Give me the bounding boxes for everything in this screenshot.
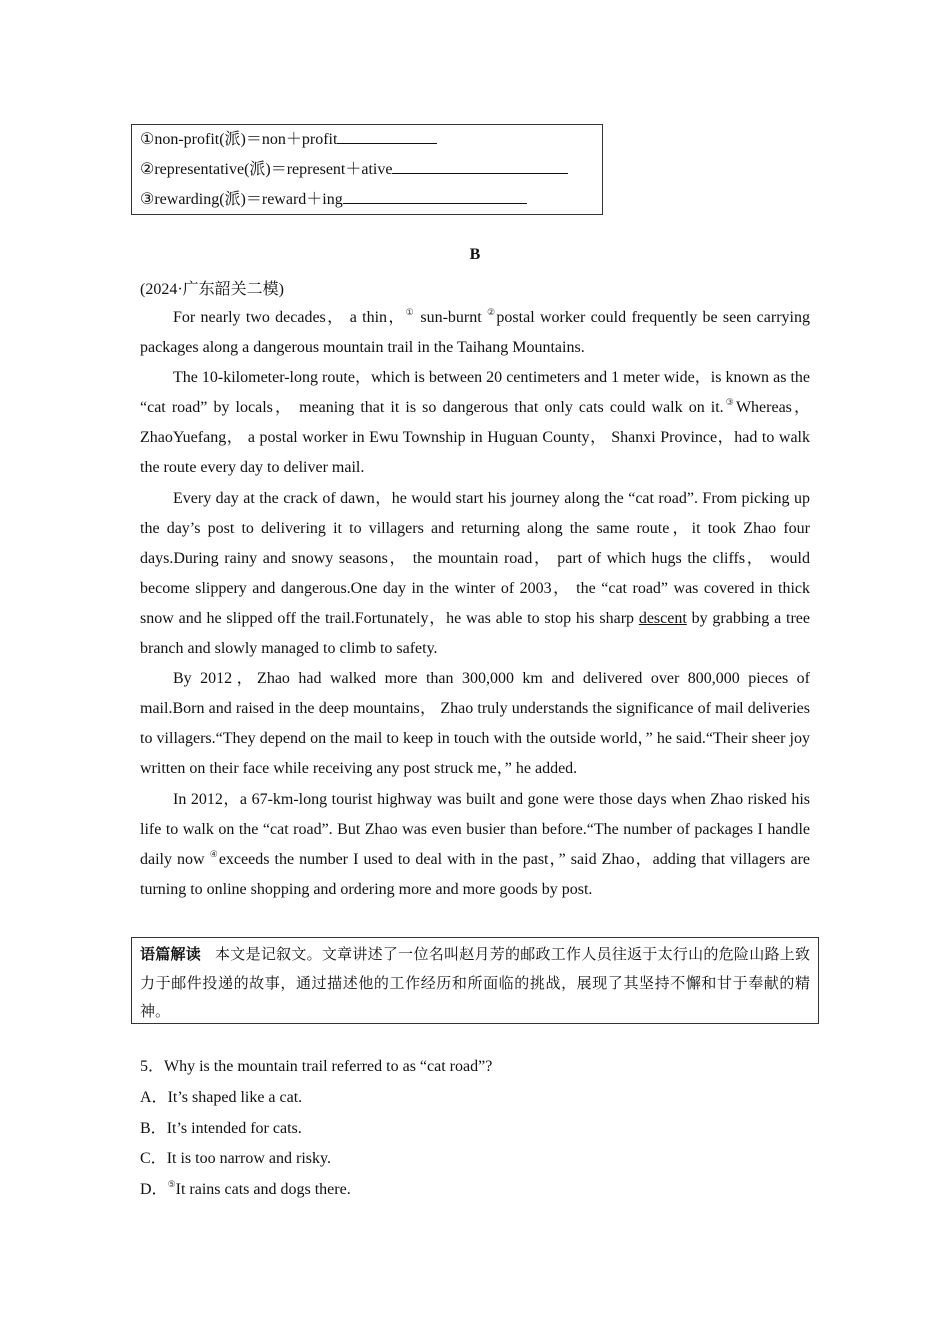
vocab-text: ③rewarding(派)＝reward＋ing	[140, 191, 343, 208]
paragraph-5	[140, 785, 810, 905]
text-run: Whereas， ZhaoYuefang， a postal worker in Ewu Township in Huguan County， Shanxi Province，had to walk the route every day to deliver mail.	[140, 399, 810, 477]
text-run: The 10-kilometer-long route，which is between 20 centimeters and 1 meter wide，is known as the “cat road” by locals， meaning that it is so dangerous that only cats could walk on it.	[140, 369, 811, 417]
text-run: exceeds the number I used to deal with in the past，” said Zhao，adding that villagers are turning to online shopping and ordering more and more goods by post.	[140, 850, 810, 898]
paragraph-1	[140, 303, 810, 363]
paragraph-2	[140, 363, 810, 483]
vocab-item	[140, 127, 594, 157]
question-5	[140, 1052, 492, 1206]
vocab-text: ②representative(派)＝represent＋ative	[140, 161, 393, 178]
text-run: by grabbing a tree branch and slowly managed to climb to safety.	[140, 609, 810, 658]
analysis-text: 本文是记叙文。文章讲述了一位名叫赵月芳的邮政工作人员往返于太行山的危险山路上致力于邮件投递的故事，通过描述他的工作经历和所面临的挑战，展现了其坚持不懈和甘于奉献的精神。	[140, 945, 810, 1020]
annotation-marker: ①	[405, 307, 416, 317]
underlined-word: descent	[638, 609, 687, 627]
answer-blank[interactable]	[337, 127, 437, 144]
option-label: A．	[140, 1088, 168, 1106]
annotation-marker: ⑤	[167, 1179, 176, 1190]
option-a[interactable]	[140, 1083, 492, 1114]
option-text: It rains cats and dogs there.	[175, 1181, 351, 1199]
paragraph-4: By 2012，Zhao had walked more than 300,000 km and delivered over 800,000 pieces of mail.Born and raised in the deep mountains， Zhao truly understands the significance of mail deliveries to villagers.“They depend on the mail to keep in touch with the outside world，” he said.“Their sheer joy written on their face while receiving any post struck me，” he added.	[140, 670, 810, 778]
source-note: (2024·广东韶关二模)	[140, 281, 284, 298]
paragraph-3	[140, 484, 810, 665]
reading-passage	[140, 303, 810, 905]
answer-blank[interactable]	[343, 187, 527, 204]
section-title: B	[469, 246, 481, 263]
text-run: Every day at the crack of dawn，he would start his journey along the “cat road”. From picking up the day’s post to delivering it to villagers and returning along the same route，it took Zhao four days.During rainy and snowy seasons， the mountain road， part of which hugs the cliffs， would become slippery and dangerous.One day in the winter of 2003， the “cat road” was covered in thick snow and he slipped off the trail.Fortunately，he was able to stop his sharp	[140, 489, 810, 627]
vocab-item	[140, 157, 594, 187]
option-label: B．	[140, 1119, 167, 1137]
question-stem: 5．Why is the mountain trail referred to as “cat road”?	[140, 1058, 493, 1075]
vocabulary-box	[131, 124, 603, 215]
answer-blank[interactable]	[392, 157, 568, 174]
annotation-marker: ②	[487, 307, 497, 317]
option-b[interactable]	[140, 1114, 492, 1145]
vocab-text: ①non-profit(派)＝non＋profit	[140, 131, 338, 148]
text-run: postal worker could frequently be seen carrying packages along a dangerous mountain trail in the Taihang Mountains.	[140, 309, 810, 357]
option-c[interactable]	[140, 1144, 492, 1175]
option-label: C．	[140, 1150, 167, 1168]
option-d[interactable]	[140, 1175, 492, 1206]
analysis-label: 语篇解读	[140, 945, 202, 963]
text-run: sun-burnt	[415, 309, 488, 326]
option-label: D．	[140, 1181, 168, 1199]
option-text: It is too narrow and risky.	[166, 1150, 331, 1168]
option-text: It’s shaped like a cat.	[167, 1088, 303, 1106]
vocab-item	[140, 187, 594, 217]
option-text: It’s intended for cats.	[166, 1119, 302, 1137]
annotation-marker: ③	[723, 397, 736, 408]
annotation-marker: ④	[209, 848, 219, 859]
text-run: In 2012，a 67-km-long tourist highway was built and gone were those days when Zhao risked his life to walk on the “cat road”. But Zhao was even busier than before.“The number of packages I handle daily now	[140, 790, 810, 868]
text-run: For nearly two decades， a thin，	[173, 309, 406, 326]
passage-analysis-box	[131, 937, 819, 1024]
